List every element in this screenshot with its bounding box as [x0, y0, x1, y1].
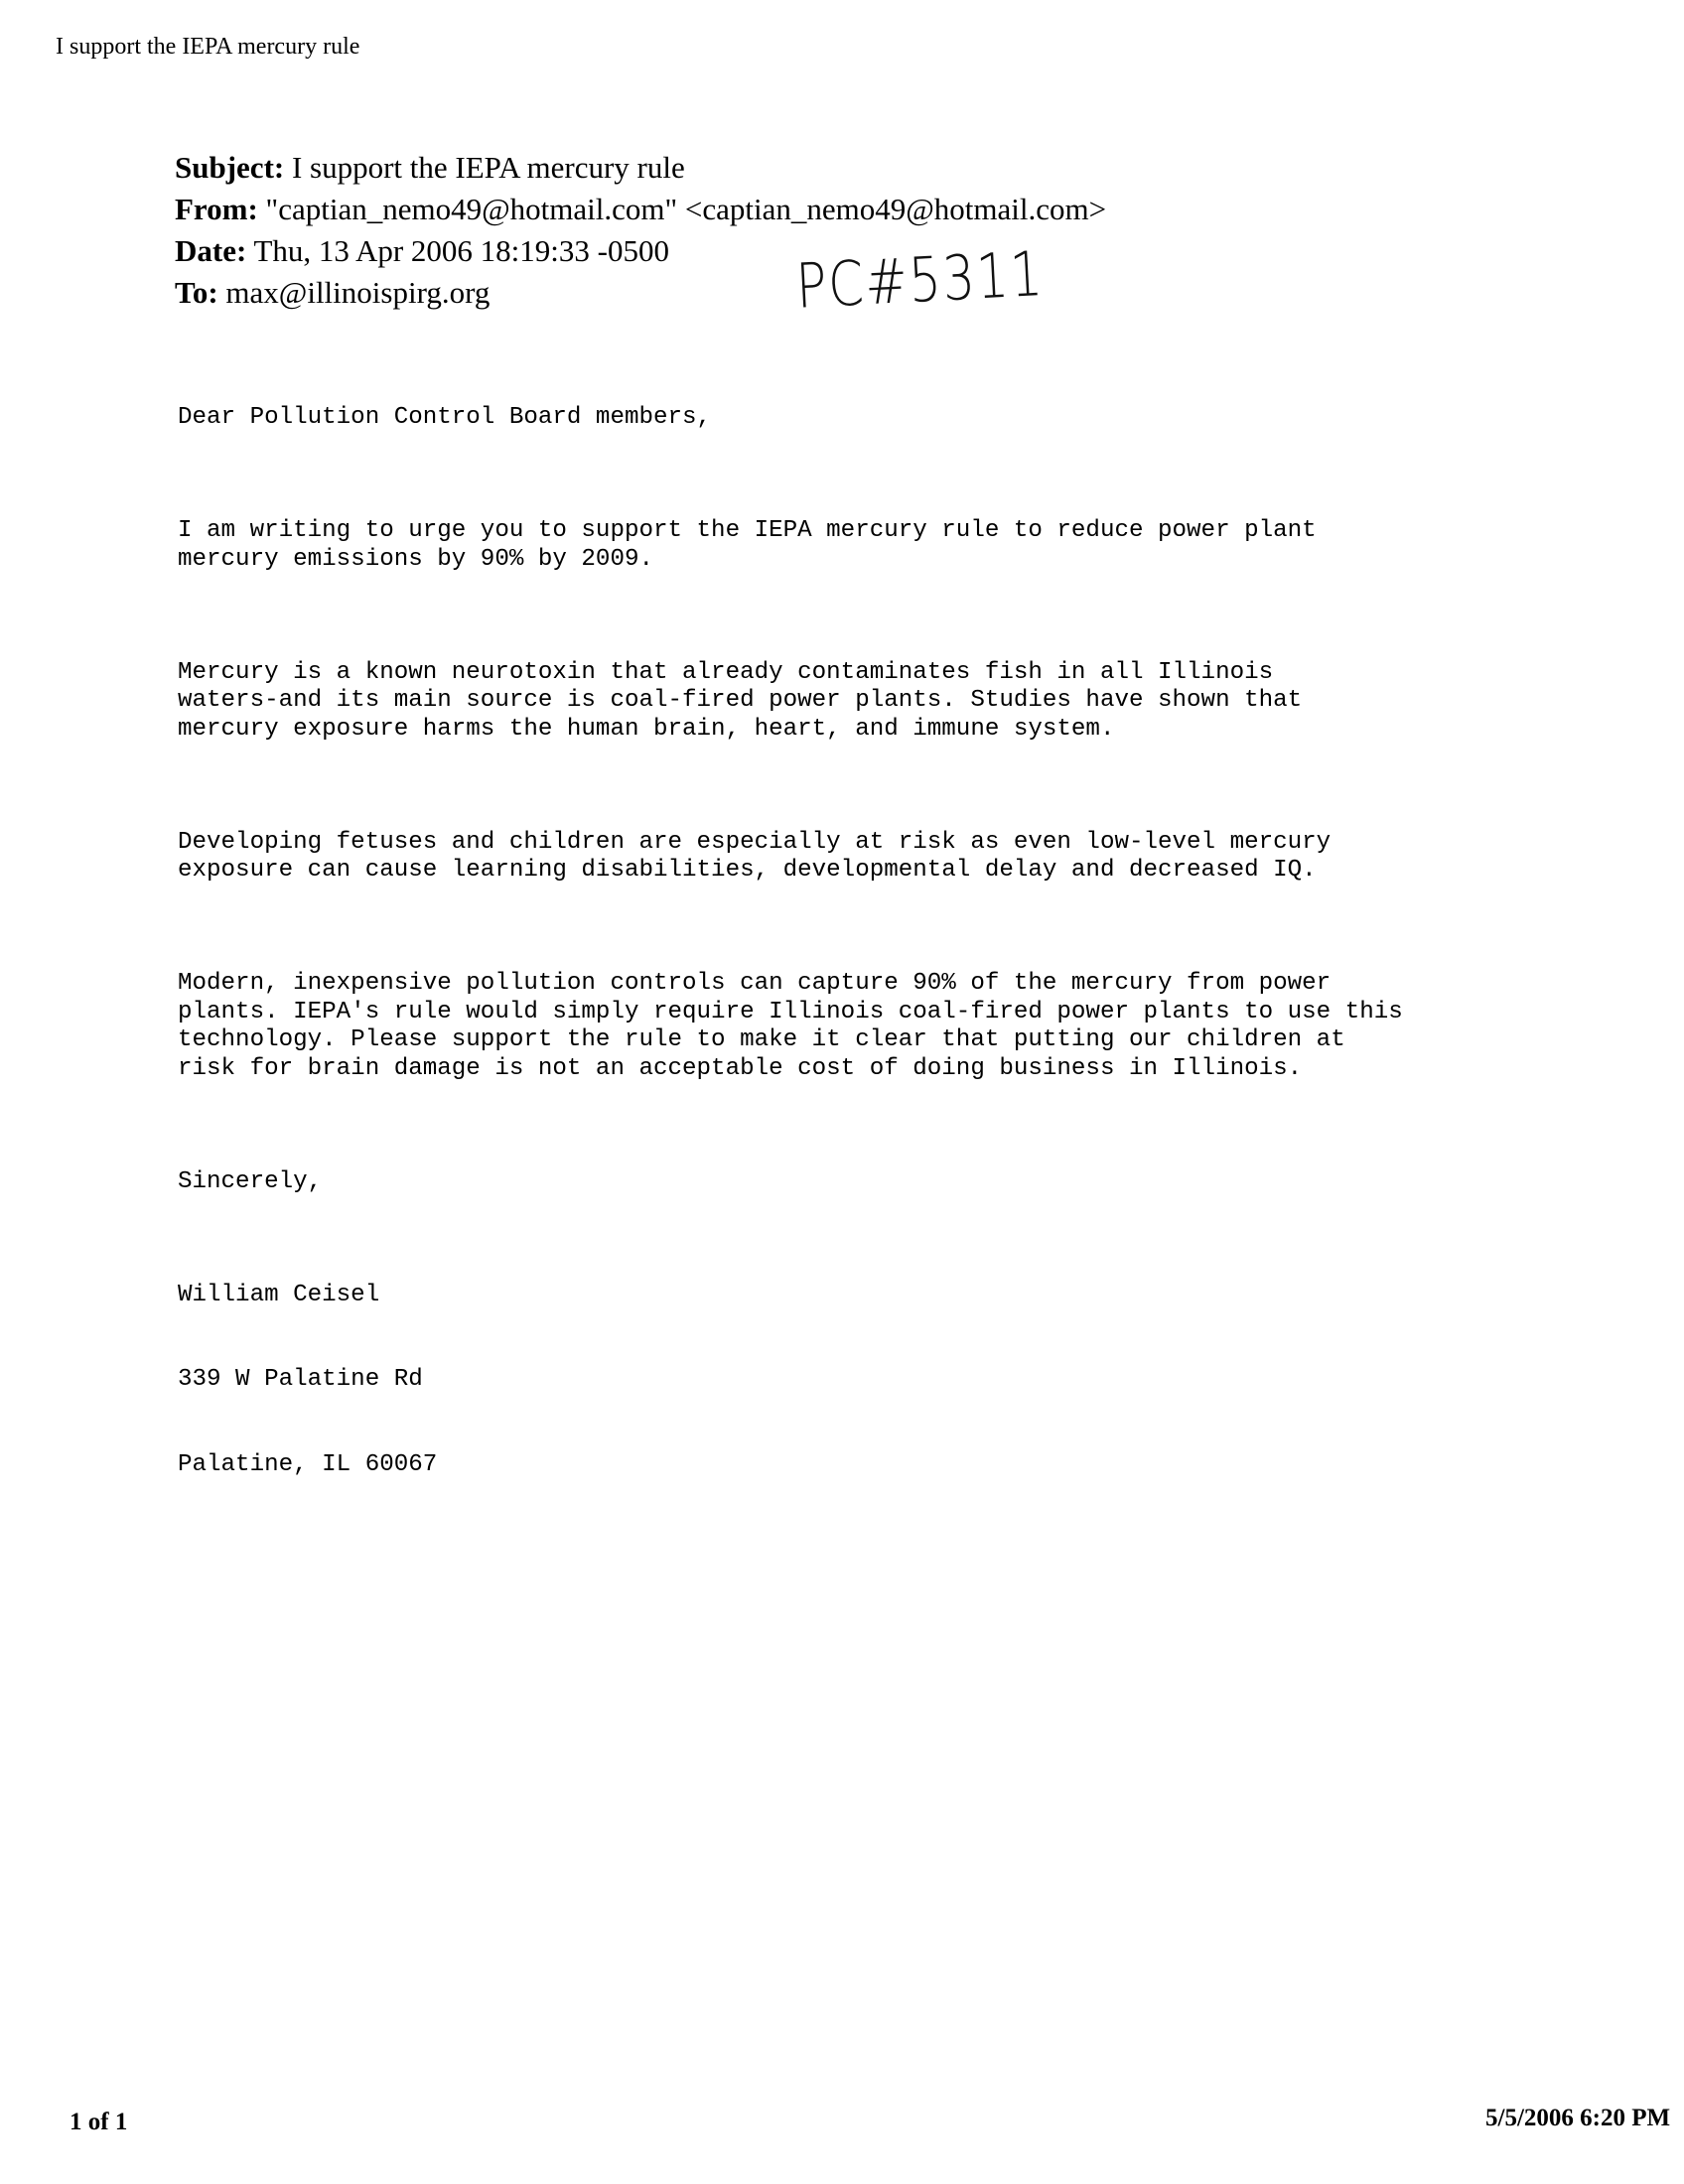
- signature-name: William Ceisel: [178, 1281, 380, 1308]
- closing: Sincerely,: [178, 1167, 323, 1195]
- page-count: 1 of 1: [70, 2109, 128, 2135]
- subject-label: Subject:: [175, 150, 285, 185]
- signature-address-line-2: Palatine, IL 60067: [178, 1450, 438, 1478]
- to-value: max@illinoispirg.org: [225, 275, 491, 310]
- date-value: Thu, 13 Apr 2006 18:19:33 -0500: [253, 233, 669, 268]
- print-timestamp: 5/5/2006 6:20 PM: [1485, 2105, 1671, 2131]
- greeting: Dear Pollution Control Board members,: [178, 404, 712, 431]
- from-value: "captian_nemo49@hotmail.com" <captian_nemo49@hotmail.com>: [265, 192, 1107, 226]
- body-paragraph-1: I am writing to urge you to support the IEPA mercury rule to reduce power plant mercury emissions by 90% by 2009.: [178, 517, 1317, 573]
- body-paragraph-4: Modern, inexpensive pollution controls can capture 90% of the mercury from power plants. IEPA's rule would simply require Illinois coal-fired power plants to use this technology. Please support the rule to make it clear that putting our children at risk for brain damage is not an acceptable cost of doing business in Illinois.: [178, 970, 1403, 1082]
- signature-address-line-1: 339 W Palatine Rd: [178, 1366, 423, 1393]
- from-line: [175, 189, 1106, 230]
- handwritten-pc-number: PC#5311: [794, 236, 1047, 323]
- date-label: Date:: [175, 233, 247, 268]
- subject-value: I support the IEPA mercury rule: [291, 150, 685, 185]
- subject-line: [175, 147, 1106, 189]
- body-paragraph-3: Developing fetuses and children are especially at risk as even low-level mercury exposure can cause learning disabilities, developmental delay and decreased IQ.: [178, 828, 1332, 884]
- to-label: To:: [175, 275, 218, 310]
- email-body: [178, 347, 1403, 1508]
- from-label: From:: [175, 192, 258, 226]
- page-title: I support the IEPA mercury rule: [56, 34, 360, 60]
- body-paragraph-2: Mercury is a known neurotoxin that already contaminates fish in all Illinois waters-and its main source is coal-fired power plants. Studies have shown that mercury exposure harms the human brain, heart, and immune system.: [178, 658, 1303, 743]
